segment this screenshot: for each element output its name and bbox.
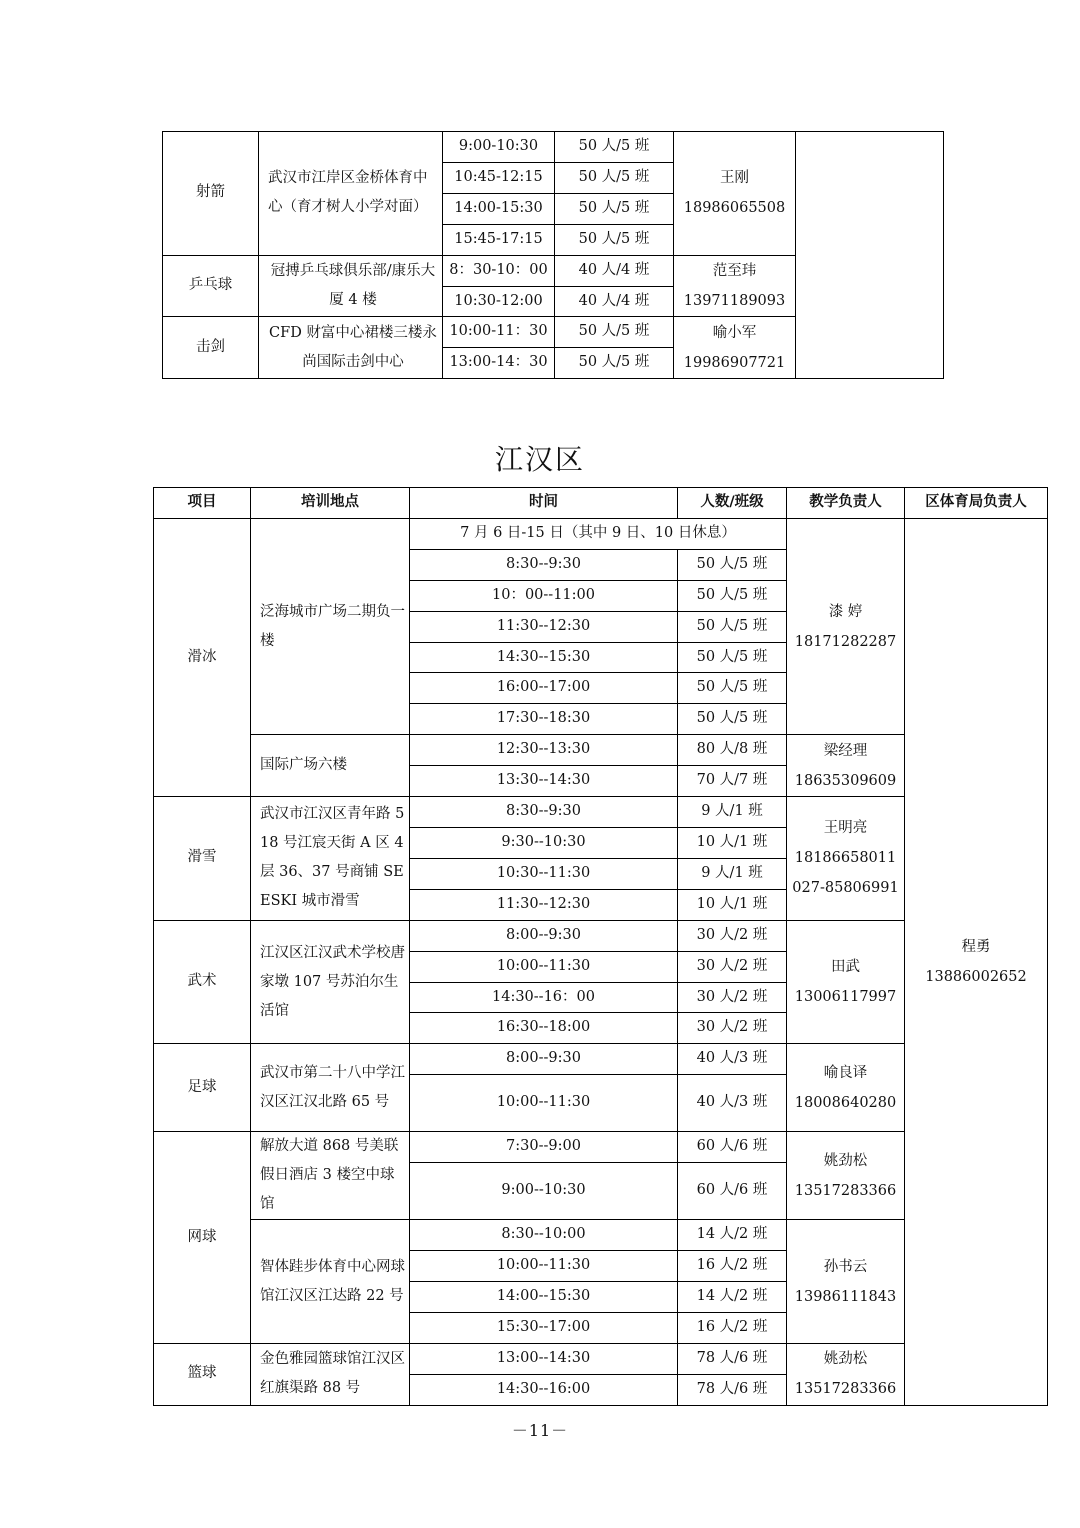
contact-phone: 13971189093: [683, 293, 786, 310]
time-cell: 17:30--18:30: [410, 704, 678, 735]
teacher-name: 王明亮: [823, 820, 868, 837]
count-cell: 30 人/2 班: [678, 951, 787, 982]
time-cell: 9:00--10:30: [410, 1163, 678, 1220]
count-cell: 40 人/4 班: [555, 286, 674, 317]
count-cell: 50 人/5 班: [555, 224, 674, 255]
header-count: 人数/班级: [678, 488, 787, 519]
count-cell: 50 人/5 班: [555, 132, 674, 163]
location-cell: 冠搏乒乓球俱乐部/康乐大厦 4 楼: [259, 255, 443, 317]
time-cell: 15:30--17:00: [410, 1312, 678, 1343]
time-cell: 16:30--18:00: [410, 1013, 678, 1044]
teacher-phone: 13986111843: [794, 1288, 897, 1305]
time-cell: 16:00--17:00: [410, 673, 678, 704]
count-cell: 50 人/5 班: [555, 317, 674, 348]
bureau-cell-empty: [796, 132, 944, 379]
contact-cell: [674, 255, 796, 317]
bureau-cell: [905, 518, 1048, 1405]
count-cell: 50 人/5 班: [555, 348, 674, 379]
page-number: －11－: [511, 1421, 569, 1440]
count-cell: 40 人/3 班: [678, 1075, 787, 1132]
section-title: 江汉区: [494, 443, 585, 476]
sport-cell: 足球: [154, 1044, 251, 1132]
count-cell: 78 人/6 班: [678, 1374, 787, 1405]
time-cell: 14:30--15:30: [410, 642, 678, 673]
bureau-name: 程勇: [961, 938, 991, 955]
teacher-phone-2: 027-85806991: [792, 880, 899, 897]
time-cell: 14:30--16:00: [410, 1374, 678, 1405]
time-cell: 10:30--11:30: [410, 858, 678, 889]
contact-cell: [674, 132, 796, 256]
contact-phone: 19986907721: [683, 354, 786, 371]
count-cell: 60 人/6 班: [678, 1132, 787, 1163]
sport-cell: 乒乓球: [163, 255, 259, 317]
table-row: [154, 518, 1048, 549]
count-cell: 78 人/6 班: [678, 1343, 787, 1374]
teacher-name: 梁经理: [823, 742, 868, 759]
time-cell: 13:00-14：30: [443, 348, 555, 379]
header-bureau: 区体育局负责人: [905, 488, 1048, 519]
time-cell: 8:00--9:30: [410, 1044, 678, 1075]
header-teacher: 教学负责人: [787, 488, 905, 519]
table-header-row: [154, 488, 1048, 519]
time-cell: 8:30--9:30: [410, 549, 678, 580]
time-cell: 11:30--12:30: [410, 889, 678, 920]
table-row: [163, 132, 944, 163]
time-cell: 13:00--14:30: [410, 1343, 678, 1374]
time-cell: 9:30--10:30: [410, 827, 678, 858]
count-cell: 50 人/5 班: [555, 193, 674, 224]
time-cell: 10:00--11:30: [410, 1075, 678, 1132]
teacher-name: 田武: [831, 959, 860, 975]
count-cell: 9 人/1 班: [678, 797, 787, 828]
count-cell: 50 人/5 班: [555, 162, 674, 193]
time-cell: 14:30--16：00: [410, 982, 678, 1013]
count-cell: 40 人/3 班: [678, 1044, 787, 1075]
location-cell: 国际广场六楼: [251, 735, 410, 797]
location-cell: 武汉市第二十八中学江汉区江汉北路 65 号: [251, 1044, 410, 1132]
header-project: 项目: [154, 488, 251, 519]
teacher-phone: 13006117997: [794, 989, 897, 1005]
count-cell: 10 人/1 班: [678, 827, 787, 858]
count-cell: 50 人/5 班: [678, 549, 787, 580]
location-cell: CFD 财富中心裙楼三楼永尚国际击剑中心: [259, 317, 443, 379]
sport-cell: 武术: [154, 920, 251, 1044]
count-cell: 30 人/2 班: [678, 1013, 787, 1044]
count-cell: 30 人/2 班: [678, 920, 787, 951]
teacher-cell: [787, 1220, 905, 1344]
time-cell: 10:00-11：30: [443, 317, 555, 348]
time-cell: 14:00-15:30: [443, 193, 555, 224]
time-cell: 13:30--14:30: [410, 766, 678, 797]
count-cell: 50 人/5 班: [678, 704, 787, 735]
teacher-name: 姚劲松: [823, 1351, 868, 1368]
header-time: 时间: [410, 488, 678, 519]
sport-cell: 网球: [154, 1132, 251, 1344]
count-cell: 9 人/1 班: [678, 858, 787, 889]
time-cell: 8:30--9:30: [410, 797, 678, 828]
time-cell: 10:00--11:30: [410, 1251, 678, 1282]
time-cell: 14:00--15:30: [410, 1282, 678, 1313]
count-cell: 14 人/2 班: [678, 1220, 787, 1251]
time-cell: 12:30--13:30: [410, 735, 678, 766]
teacher-cell: [787, 518, 905, 734]
teacher-phone: 18171282287: [794, 633, 897, 650]
count-cell: 40 人/4 班: [555, 255, 674, 286]
count-cell: 50 人/5 班: [678, 673, 787, 704]
count-cell: 10 人/1 班: [678, 889, 787, 920]
teacher-phone: 18008640280: [794, 1094, 897, 1111]
sport-cell: 滑冰: [154, 518, 251, 796]
teacher-phone: 18635309609: [794, 772, 897, 789]
count-cell: 30 人/2 班: [678, 982, 787, 1013]
teacher-cell: [787, 797, 905, 921]
time-cell: 8:30--10:00: [410, 1220, 678, 1251]
contact-name: 范至玮: [712, 263, 757, 280]
time-cell: 15:45-17:15: [443, 224, 555, 255]
location-cell: 解放大道 868 号美联假日酒店 3 楼空中球馆: [251, 1132, 410, 1220]
time-cell: 10:30-12:00: [443, 286, 555, 317]
count-cell: 50 人/5 班: [678, 642, 787, 673]
time-cell: 10:00--11:30: [410, 951, 678, 982]
count-cell: 50 人/5 班: [678, 580, 787, 611]
date-note: 7 月 6 日-15 日（其中 9 日、10 日休息）: [410, 518, 787, 549]
contact-phone: 18986065508: [683, 200, 786, 217]
contact-name: 喻小军: [712, 324, 757, 341]
teacher-name: 漆 婷: [828, 603, 863, 620]
header-location: 培训地点: [251, 488, 410, 519]
teacher-cell: [787, 1343, 905, 1405]
contact-name: 王刚: [720, 170, 749, 187]
location-cell: 金色雅园篮球馆江汉区红旗渠路 88 号: [251, 1343, 410, 1405]
teacher-name: 喻良译: [823, 1064, 868, 1081]
teacher-name: 孙书云: [823, 1258, 868, 1275]
teacher-phone: 13517283366: [794, 1182, 897, 1199]
sport-cell: 击剑: [163, 317, 259, 379]
location-cell: 江汉区江汉武术学校唐家墩 107 号苏泊尔生活馆: [251, 920, 410, 1044]
teacher-cell: [787, 920, 905, 1044]
teacher-name: 姚劲松: [823, 1152, 868, 1169]
continuation-table: [162, 131, 944, 379]
sport-cell: 射箭: [163, 132, 259, 256]
time-cell: 7:30--9:00: [410, 1132, 678, 1163]
time-cell: 8：30-10：00: [443, 255, 555, 286]
contact-cell: [674, 317, 796, 379]
count-cell: 16 人/2 班: [678, 1251, 787, 1282]
sport-cell: 滑雪: [154, 797, 251, 921]
location-cell: 泛海城市广场二期负一楼: [251, 518, 410, 734]
teacher-phone: 13517283366: [794, 1381, 897, 1398]
teacher-cell: [787, 735, 905, 797]
time-cell: 11:30--12:30: [410, 611, 678, 642]
teacher-cell: [787, 1132, 905, 1220]
sport-cell: 篮球: [154, 1343, 251, 1405]
jianghan-table: [153, 487, 1048, 1406]
count-cell: 80 人/8 班: [678, 735, 787, 766]
teacher-cell: [787, 1044, 905, 1132]
teacher-phone: 18186658011: [794, 850, 897, 867]
time-cell: 9:00-10:30: [443, 132, 555, 163]
location-cell: 武汉市江岸区金桥体育中心（育才树人小学对面）: [259, 132, 443, 256]
count-cell: 60 人/6 班: [678, 1163, 787, 1220]
count-cell: 14 人/2 班: [678, 1282, 787, 1313]
time-cell: 10：00--11:00: [410, 580, 678, 611]
time-cell: 10:45-12:15: [443, 162, 555, 193]
time-cell: 8:00--9:30: [410, 920, 678, 951]
bureau-phone: 13886002652: [925, 968, 1027, 985]
location-cell: 智体跬步体育中心网球馆江汉区江达路 22 号: [251, 1220, 410, 1344]
count-cell: 70 人/7 班: [678, 766, 787, 797]
location-cell: 武汉市江汉区青年路 518 号江宸天街 A 区 4 层 36、37 号商铺 SEESKI 城市滑雪: [251, 797, 410, 921]
count-cell: 16 人/2 班: [678, 1312, 787, 1343]
count-cell: 50 人/5 班: [678, 611, 787, 642]
